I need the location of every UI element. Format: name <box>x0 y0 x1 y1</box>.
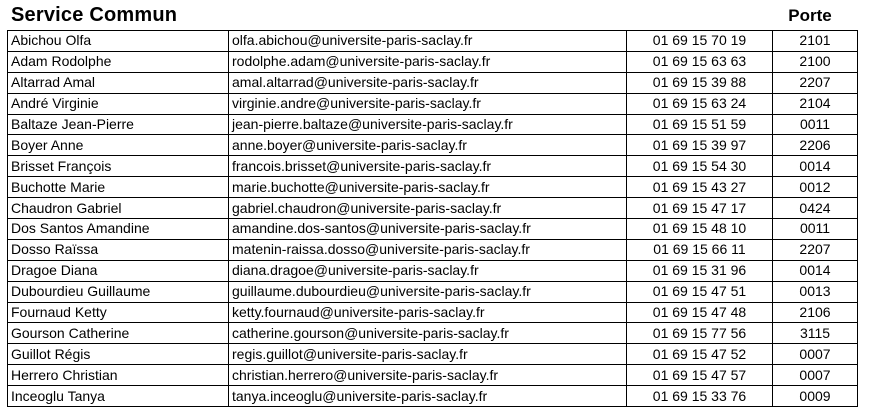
email-cell: regis.guillot@universite-paris-saclay.fr <box>229 344 627 365</box>
door-column-header: Porte <box>788 6 832 25</box>
door-cell: 3115 <box>773 323 858 344</box>
table-body <box>8 31 858 407</box>
table-row <box>8 239 858 260</box>
phone-cell: 01 69 15 47 51 <box>627 281 773 302</box>
table-row <box>8 260 858 281</box>
phone-cell: 01 69 15 63 63 <box>627 51 773 72</box>
table-row <box>8 177 858 198</box>
door-cell: 2104 <box>773 93 858 114</box>
email-cell: amal.altarrad@universite-paris-saclay.fr <box>229 72 627 93</box>
table-row <box>8 93 858 114</box>
email-cell: anne.boyer@universite-paris-saclay.fr <box>229 135 627 156</box>
door-cell: 0007 <box>773 365 858 386</box>
phone-cell: 01 69 15 77 56 <box>627 323 773 344</box>
door-cell: 2101 <box>773 31 858 52</box>
email-cell: tanya.inceoglu@universite-paris-saclay.fr <box>229 386 627 407</box>
table-row <box>8 302 858 323</box>
name-cell: Buchotte Marie <box>8 177 229 198</box>
name-cell: André Virginie <box>8 93 229 114</box>
door-cell: 0013 <box>773 281 858 302</box>
name-cell: Gourson Catherine <box>8 323 229 344</box>
phone-cell: 01 69 15 31 96 <box>627 260 773 281</box>
email-cell: francois.brisset@universite-paris-saclay.fr <box>229 156 627 177</box>
phone-cell: 01 69 15 47 52 <box>627 344 773 365</box>
email-cell: christian.herrero@universite-paris-saclay.fr <box>229 365 627 386</box>
table-row <box>8 135 858 156</box>
phone-cell: 01 69 15 47 17 <box>627 198 773 219</box>
door-cell: 0012 <box>773 177 858 198</box>
phone-cell: 01 69 15 39 88 <box>627 72 773 93</box>
door-cell: 2206 <box>773 135 858 156</box>
email-cell: catherine.gourson@universite-paris-saclay.fr <box>229 323 627 344</box>
email-cell: amandine.dos-santos@universite-paris-saclay.fr <box>229 219 627 240</box>
phone-cell: 01 69 15 54 30 <box>627 156 773 177</box>
phone-cell: 01 69 15 33 76 <box>627 386 773 407</box>
door-cell: 0014 <box>773 260 858 281</box>
name-cell: Chaudron Gabriel <box>8 198 229 219</box>
table-row <box>8 198 858 219</box>
email-cell: virginie.andre@universite-paris-saclay.fr <box>229 93 627 114</box>
name-cell: Boyer Anne <box>8 135 229 156</box>
name-cell: Guillot Régis <box>8 344 229 365</box>
table-row <box>8 114 858 135</box>
phone-cell: 01 69 15 70 19 <box>627 31 773 52</box>
table-row <box>8 219 858 240</box>
document-header <box>0 0 869 30</box>
table-row <box>8 72 858 93</box>
door-cell: 2207 <box>773 239 858 260</box>
door-cell: 0007 <box>773 344 858 365</box>
phone-cell: 01 69 15 47 48 <box>627 302 773 323</box>
phone-cell: 01 69 15 66 11 <box>627 239 773 260</box>
phone-cell: 01 69 15 47 57 <box>627 365 773 386</box>
table-row <box>8 323 858 344</box>
phone-cell: 01 69 15 51 59 <box>627 114 773 135</box>
table-row <box>8 156 858 177</box>
email-cell: olfa.abichou@universite-paris-saclay.fr <box>229 31 627 52</box>
door-cell: 2207 <box>773 72 858 93</box>
staff-directory-table <box>7 30 858 407</box>
name-cell: Dos Santos Amandine <box>8 219 229 240</box>
door-cell: 2106 <box>773 302 858 323</box>
email-cell: marie.buchotte@universite-paris-saclay.fr <box>229 177 627 198</box>
name-cell: Altarrad Amal <box>8 72 229 93</box>
table-row <box>8 31 858 52</box>
door-cell: 0011 <box>773 114 858 135</box>
email-cell: jean-pierre.baltaze@universite-paris-saclay.fr <box>229 114 627 135</box>
name-cell: Baltaze Jean-Pierre <box>8 114 229 135</box>
email-cell: diana.dragoe@universite-paris-saclay.fr <box>229 260 627 281</box>
email-cell: rodolphe.adam@universite-paris-saclay.fr <box>229 51 627 72</box>
door-cell: 0014 <box>773 156 858 177</box>
phone-cell: 01 69 15 48 10 <box>627 219 773 240</box>
name-cell: Fournaud Ketty <box>8 302 229 323</box>
phone-cell: 01 69 15 39 97 <box>627 135 773 156</box>
name-cell: Abichou Olfa <box>8 31 229 52</box>
door-cell: 0011 <box>773 219 858 240</box>
door-cell: 0424 <box>773 198 858 219</box>
phone-cell: 01 69 15 63 24 <box>627 93 773 114</box>
table-row <box>8 365 858 386</box>
table-row <box>8 281 858 302</box>
door-cell: 2100 <box>773 51 858 72</box>
table-row <box>8 51 858 72</box>
email-cell: gabriel.chaudron@universite-paris-saclay.fr <box>229 198 627 219</box>
name-cell: Brisset François <box>8 156 229 177</box>
email-cell: matenin-raissa.dosso@universite-paris-saclay.fr <box>229 239 627 260</box>
email-cell: ketty.fournaud@universite-paris-saclay.fr <box>229 302 627 323</box>
name-cell: Herrero Christian <box>8 365 229 386</box>
table-row <box>8 344 858 365</box>
name-cell: Dubourdieu Guillaume <box>8 281 229 302</box>
table-row <box>8 386 858 407</box>
door-cell: 0009 <box>773 386 858 407</box>
phone-cell: 01 69 15 43 27 <box>627 177 773 198</box>
name-cell: Dosso Raïssa <box>8 239 229 260</box>
name-cell: Dragoe Diana <box>8 260 229 281</box>
name-cell: Inceoglu Tanya <box>8 386 229 407</box>
page-title: Service Commun <box>11 4 178 26</box>
name-cell: Adam Rodolphe <box>8 51 229 72</box>
email-cell: guillaume.dubourdieu@universite-paris-saclay.fr <box>229 281 627 302</box>
